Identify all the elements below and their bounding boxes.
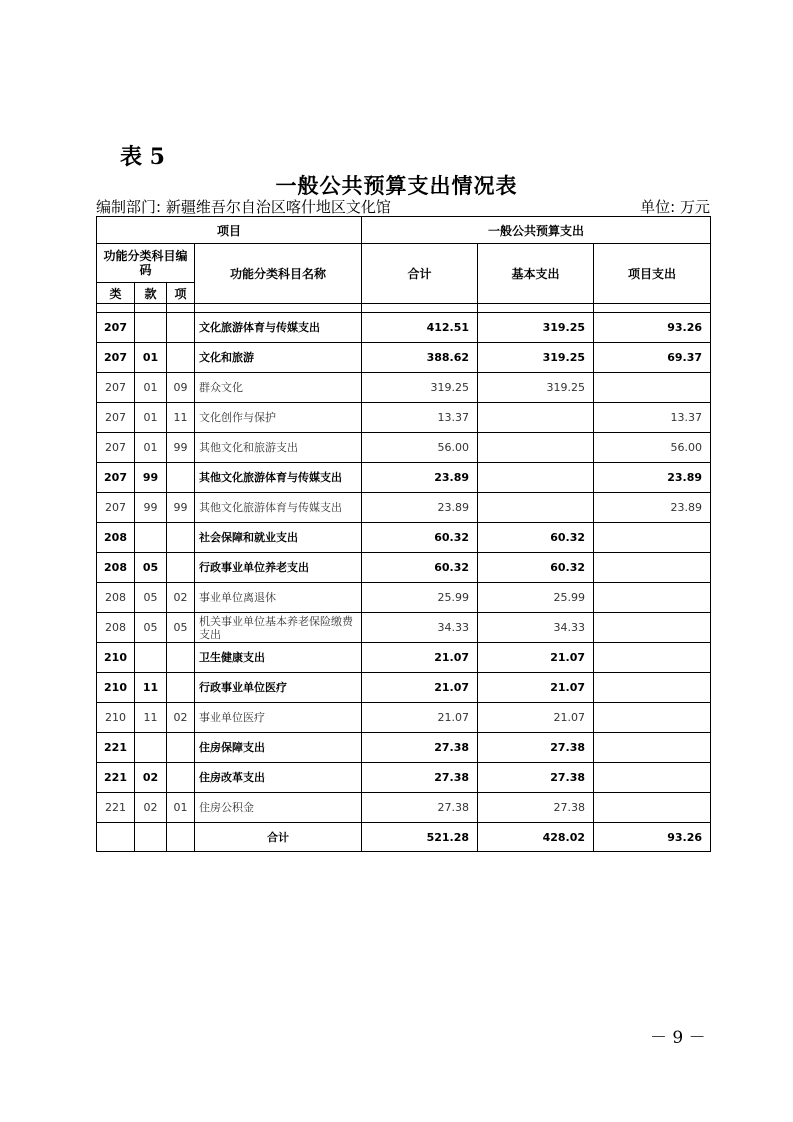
totals-kuan <box>135 823 167 852</box>
cell-basic: 319.25 <box>478 343 594 373</box>
cell-name: 其他文化旅游体育与传媒支出 <box>195 493 362 523</box>
cell-total: 319.25 <box>362 373 478 403</box>
cell-lei: 207 <box>97 463 135 493</box>
cell-name: 事业单位医疗 <box>195 703 362 733</box>
cell-project: 93.26 <box>594 313 711 343</box>
totals-project: 93.26 <box>594 823 711 852</box>
cell-kuan: 11 <box>135 703 167 733</box>
cell-lei: 207 <box>97 343 135 373</box>
cell-kuan: 01 <box>135 373 167 403</box>
cell-total: 25.99 <box>362 583 478 613</box>
cell-xiang: 01 <box>167 793 195 823</box>
table-row <box>97 523 711 553</box>
cell-total: 56.00 <box>362 433 478 463</box>
cell-project: 23.89 <box>594 463 711 493</box>
page-number: － 9 － <box>650 1028 706 1048</box>
cell-xiang <box>167 643 195 673</box>
cell-lei: 207 <box>97 313 135 343</box>
unit-label: 单位: 万元 <box>640 198 710 216</box>
cell-name: 住房保障支出 <box>195 733 362 763</box>
table-row <box>97 463 711 493</box>
header-func-name: 功能分类科目名称 <box>195 244 362 304</box>
cell-xiang <box>167 313 195 343</box>
cell-lei: 221 <box>97 733 135 763</box>
cell-name: 文化和旅游 <box>195 343 362 373</box>
totals-label: 合计 <box>195 823 362 852</box>
cell-xiang <box>167 343 195 373</box>
cell-project <box>594 583 711 613</box>
cell-lei: 207 <box>97 493 135 523</box>
cell-xiang: 99 <box>167 433 195 463</box>
cell-xiang: 02 <box>167 583 195 613</box>
cell-kuan: 02 <box>135 793 167 823</box>
cell-project <box>594 763 711 793</box>
cell-xiang: 99 <box>167 493 195 523</box>
cell-xiang: 05 <box>167 613 195 643</box>
cell-project <box>594 733 711 763</box>
cell-total: 27.38 <box>362 733 478 763</box>
cell-basic: 319.25 <box>478 313 594 343</box>
header-row-2 <box>97 244 711 283</box>
page-title: 一般公共预算支出情况表 <box>275 174 518 198</box>
cell-name: 住房公积金 <box>195 793 362 823</box>
cell-kuan <box>135 643 167 673</box>
table-row <box>97 763 711 793</box>
cell-basic: 60.32 <box>478 523 594 553</box>
cell-project <box>594 613 711 643</box>
cell-project <box>594 793 711 823</box>
cell-name: 文化旅游体育与传媒支出 <box>195 313 362 343</box>
cell-project: 13.37 <box>594 403 711 433</box>
table-row <box>97 313 711 343</box>
table-row <box>97 643 711 673</box>
header-kuan: 款 <box>135 283 167 304</box>
cell-lei: 210 <box>97 673 135 703</box>
cell-project <box>594 643 711 673</box>
table-row <box>97 673 711 703</box>
cell-basic: 60.32 <box>478 553 594 583</box>
cell-total: 13.37 <box>362 403 478 433</box>
spacer-row <box>97 304 711 313</box>
table-row <box>97 373 711 403</box>
cell-xiang <box>167 673 195 703</box>
cell-kuan: 01 <box>135 343 167 373</box>
header-project: 项目 <box>97 217 362 244</box>
totals-xiang <box>167 823 195 852</box>
cell-total: 21.07 <box>362 673 478 703</box>
cell-kuan: 05 <box>135 583 167 613</box>
cell-xiang <box>167 553 195 583</box>
cell-xiang <box>167 763 195 793</box>
cell-kuan: 11 <box>135 673 167 703</box>
cell-name: 行政事业单位医疗 <box>195 673 362 703</box>
cell-basic: 21.07 <box>478 643 594 673</box>
table-row <box>97 583 711 613</box>
cell-kuan: 02 <box>135 763 167 793</box>
cell-project <box>594 553 711 583</box>
header-project-exp: 项目支出 <box>594 244 711 304</box>
cell-total: 21.07 <box>362 643 478 673</box>
header-lei: 类 <box>97 283 135 304</box>
cell-kuan: 01 <box>135 403 167 433</box>
cell-lei: 208 <box>97 553 135 583</box>
header-total: 合计 <box>362 244 478 304</box>
table-row <box>97 433 711 463</box>
cell-kuan: 99 <box>135 493 167 523</box>
table-label: 表 5 <box>120 144 165 170</box>
cell-basic <box>478 403 594 433</box>
dept-info-line <box>96 196 710 217</box>
cell-basic: 21.07 <box>478 673 594 703</box>
cell-project <box>594 673 711 703</box>
header-func-code: 功能分类科目编码 <box>97 244 195 283</box>
cell-basic <box>478 493 594 523</box>
cell-kuan <box>135 733 167 763</box>
table-row <box>97 733 711 763</box>
budget-table <box>96 216 711 852</box>
cell-kuan: 05 <box>135 613 167 643</box>
cell-name: 群众文化 <box>195 373 362 403</box>
cell-basic: 27.38 <box>478 793 594 823</box>
cell-kuan <box>135 313 167 343</box>
cell-lei: 221 <box>97 793 135 823</box>
cell-xiang: 11 <box>167 403 195 433</box>
cell-total: 21.07 <box>362 703 478 733</box>
table-body <box>97 313 711 823</box>
cell-total: 388.62 <box>362 343 478 373</box>
cell-project <box>594 703 711 733</box>
cell-project: 69.37 <box>594 343 711 373</box>
cell-total: 412.51 <box>362 313 478 343</box>
cell-xiang: 09 <box>167 373 195 403</box>
cell-total: 60.32 <box>362 553 478 583</box>
table-row <box>97 613 711 643</box>
table-row <box>97 493 711 523</box>
cell-name: 其他文化和旅游支出 <box>195 433 362 463</box>
cell-name: 其他文化旅游体育与传媒支出 <box>195 463 362 493</box>
cell-name: 机关事业单位基本养老保险缴费支出 <box>195 613 362 643</box>
cell-basic: 27.38 <box>478 733 594 763</box>
cell-name: 社会保障和就业支出 <box>195 523 362 553</box>
cell-total: 23.89 <box>362 463 478 493</box>
cell-name: 文化创作与保护 <box>195 403 362 433</box>
cell-xiang <box>167 463 195 493</box>
totals-total: 521.28 <box>362 823 478 852</box>
cell-kuan <box>135 523 167 553</box>
cell-kuan: 05 <box>135 553 167 583</box>
cell-basic: 25.99 <box>478 583 594 613</box>
cell-basic: 27.38 <box>478 763 594 793</box>
cell-lei: 221 <box>97 763 135 793</box>
cell-kuan: 99 <box>135 463 167 493</box>
table-row <box>97 343 711 373</box>
cell-lei: 208 <box>97 583 135 613</box>
dept-label: 编制部门: 新疆维吾尔自治区喀什地区文化馆 <box>96 198 391 216</box>
cell-lei: 207 <box>97 403 135 433</box>
cell-lei: 208 <box>97 523 135 553</box>
cell-total: 34.33 <box>362 613 478 643</box>
table-row <box>97 553 711 583</box>
cell-project <box>594 373 711 403</box>
cell-lei: 208 <box>97 613 135 643</box>
cell-basic <box>478 463 594 493</box>
cell-lei: 210 <box>97 703 135 733</box>
totals-lei <box>97 823 135 852</box>
totals-basic: 428.02 <box>478 823 594 852</box>
cell-name: 卫生健康支出 <box>195 643 362 673</box>
totals-row <box>97 823 711 852</box>
cell-basic: 319.25 <box>478 373 594 403</box>
table-row <box>97 703 711 733</box>
cell-xiang: 02 <box>167 703 195 733</box>
cell-total: 27.38 <box>362 793 478 823</box>
cell-project: 56.00 <box>594 433 711 463</box>
cell-project: 23.89 <box>594 493 711 523</box>
cell-lei: 210 <box>97 643 135 673</box>
cell-basic: 34.33 <box>478 613 594 643</box>
header-basic: 基本支出 <box>478 244 594 304</box>
cell-total: 60.32 <box>362 523 478 553</box>
cell-lei: 207 <box>97 373 135 403</box>
header-row-1 <box>97 217 711 244</box>
cell-name: 住房改革支出 <box>195 763 362 793</box>
header-budget: 一般公共预算支出 <box>362 217 711 244</box>
cell-kuan: 01 <box>135 433 167 463</box>
header-xiang: 项 <box>167 283 195 304</box>
cell-total: 27.38 <box>362 763 478 793</box>
cell-total: 23.89 <box>362 493 478 523</box>
table-row <box>97 793 711 823</box>
cell-lei: 207 <box>97 433 135 463</box>
cell-name: 事业单位离退休 <box>195 583 362 613</box>
cell-name: 行政事业单位养老支出 <box>195 553 362 583</box>
table-row <box>97 403 711 433</box>
cell-basic: 21.07 <box>478 703 594 733</box>
cell-project <box>594 523 711 553</box>
cell-xiang <box>167 733 195 763</box>
cell-basic <box>478 433 594 463</box>
cell-xiang <box>167 523 195 553</box>
